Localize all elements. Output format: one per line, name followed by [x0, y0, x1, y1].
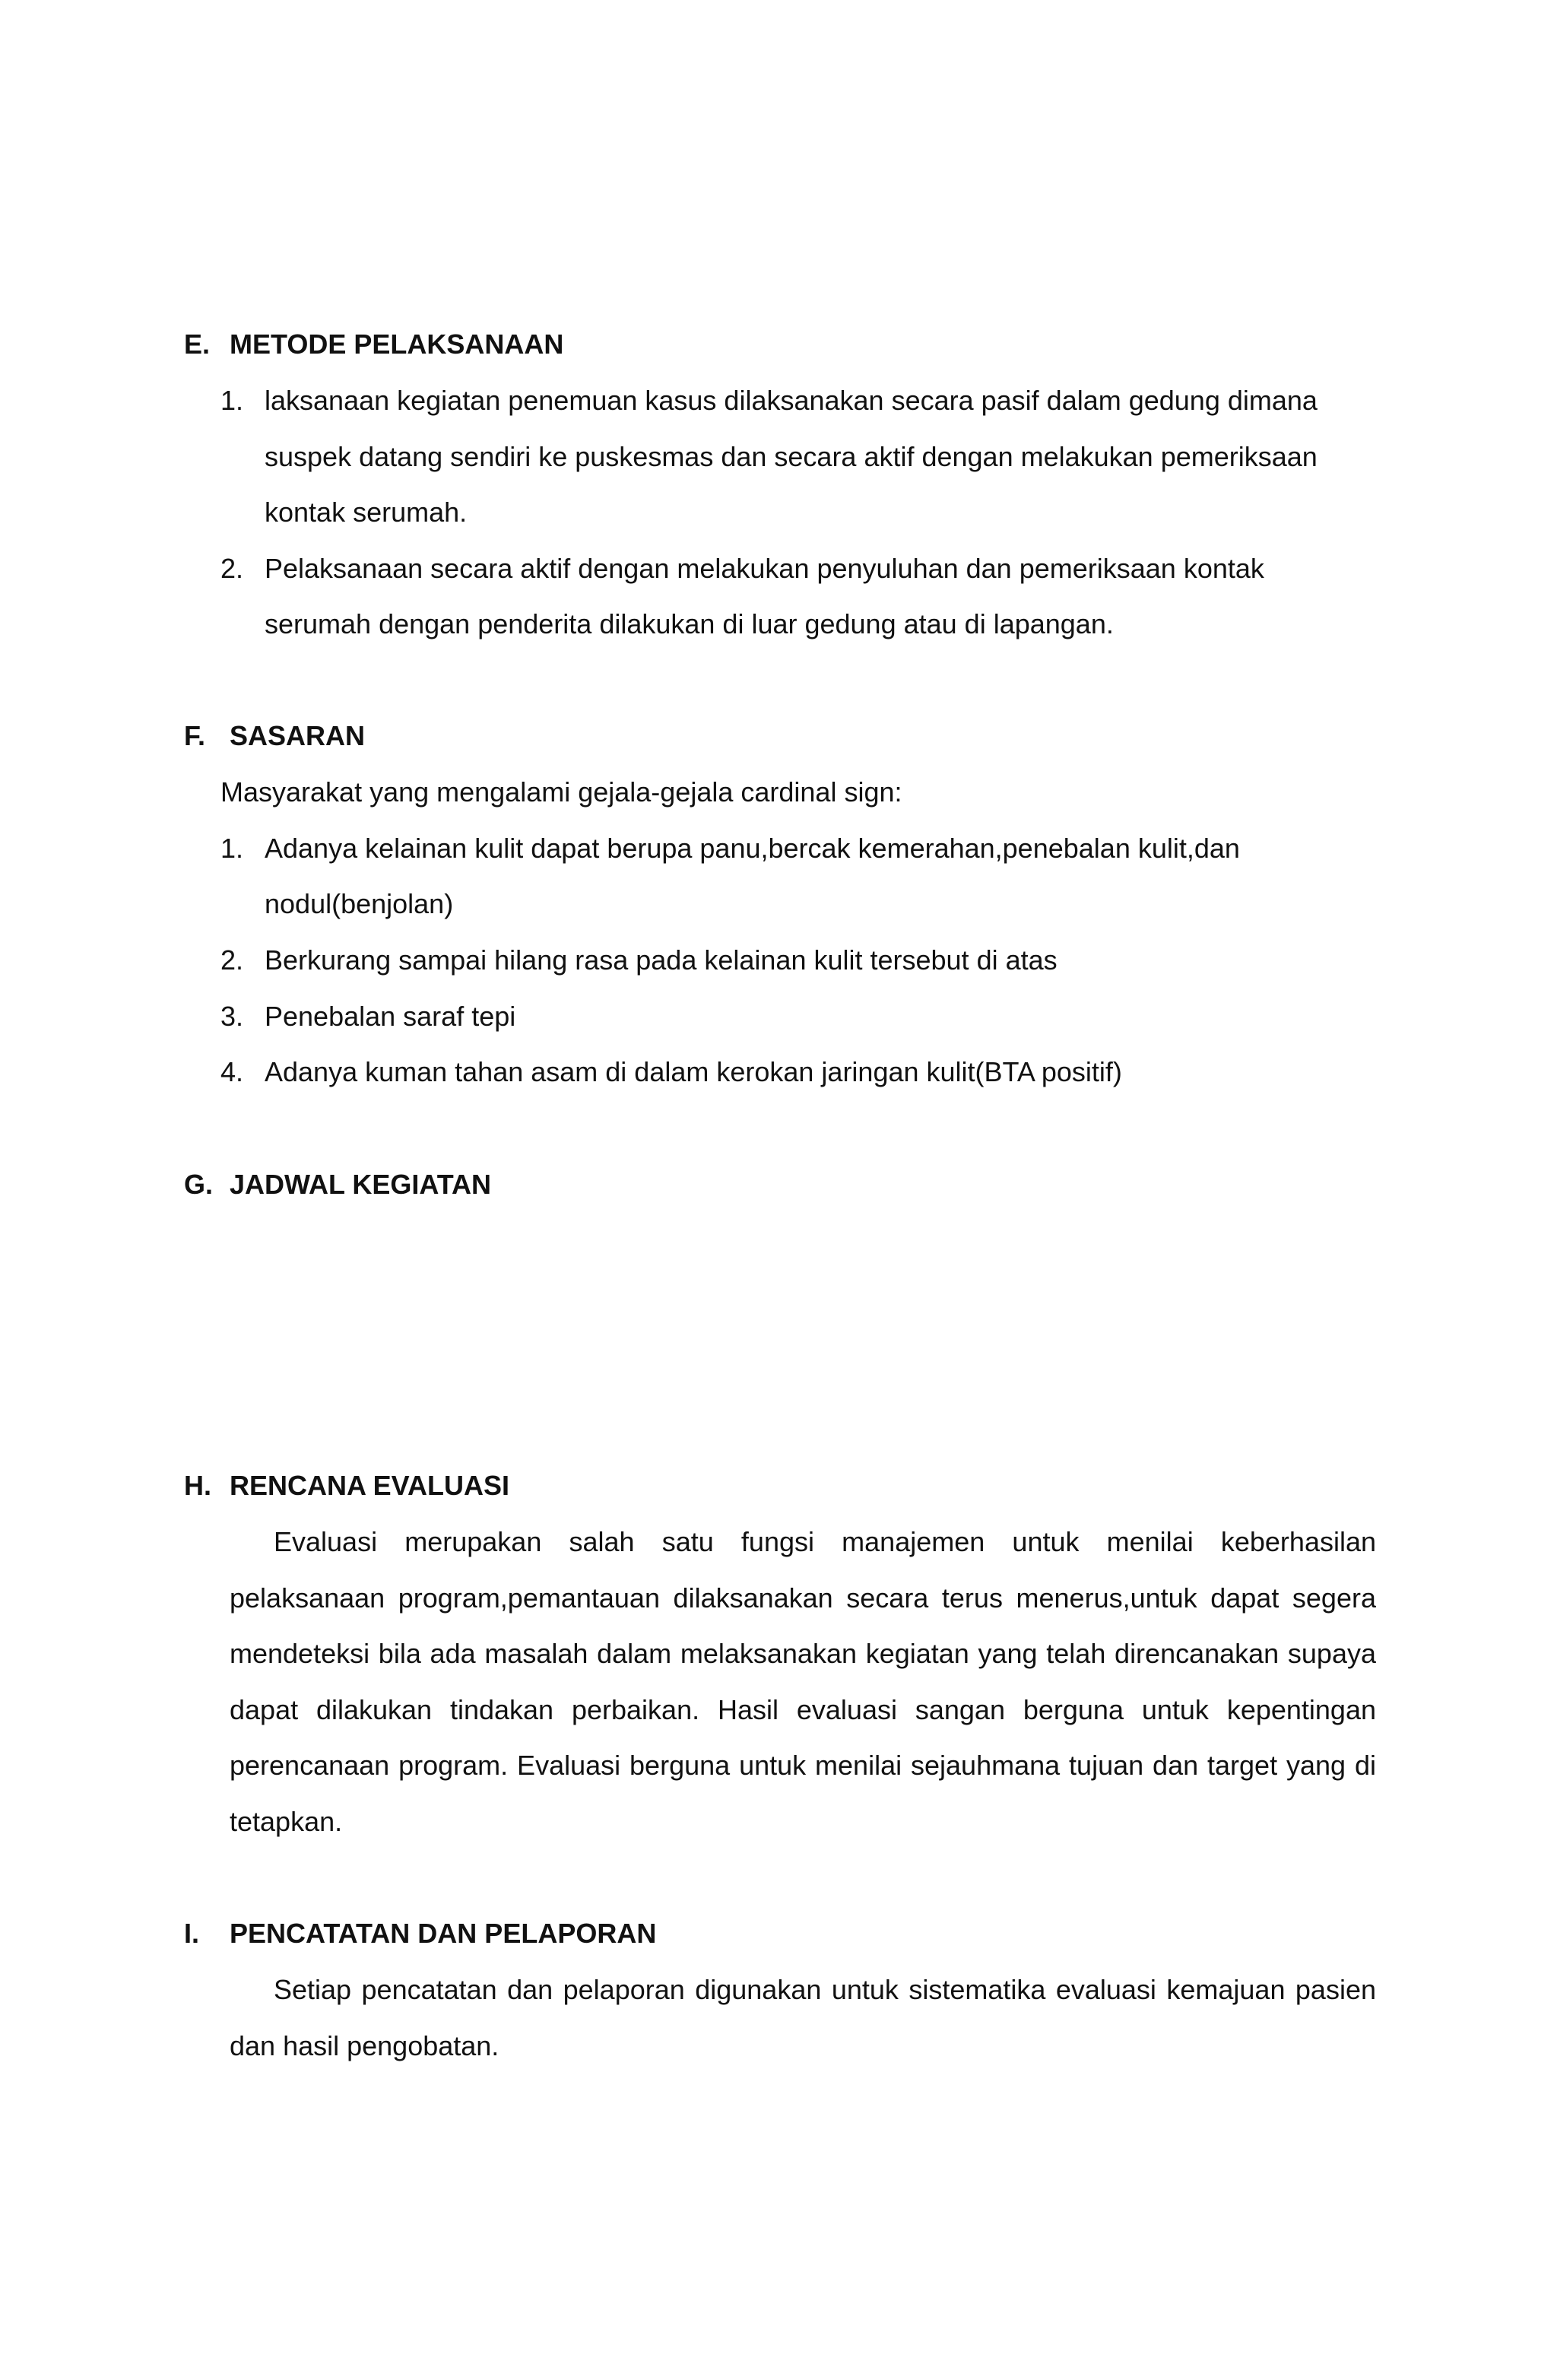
section-e-item-2-line-1: Pelaksanaan secara aktif dengan melakukan penyuluhan dan pemeriksaan kontak — [265, 553, 1264, 584]
section-f-item-3-number: 3. — [220, 1001, 244, 1032]
section-e-item-1-number: 1. — [220, 385, 244, 416]
section-e-item-1-line-2: suspek datang sendiri ke puskesmas dan secara aktif dengan melakukan pemeriksaan — [265, 441, 1318, 472]
section-h-body — [230, 1514, 1376, 1849]
section-e-item-2-line-2: serumah dengan penderita dilakukan di luar gedung atau di lapangan. — [265, 608, 1114, 639]
section-h-paragraph: Evaluasi merupakan salah satu fungsi manajemen untuk menilai keberhasilan pelaksanaan program,pemantauan dilaksanakan secara terus menerus,untuk dapat segera mendeteksi bila ada masalah dalam melaksanakan kegiatan yang telah direncanakan supaya dapat dilakukan tindakan perbaikan. Hasil evaluasi sangan berguna untuk kepentingan perencanaan program. Evaluasi berguna untuk menilai sejauhmana tujuan dan target yang di tetapkan. — [230, 1526, 1376, 1837]
section-i-paragraph: Setiap pencatatan dan pelaporan digunakan untuk sistematika evaluasi kemajuan pasien dan hasil pengobatan. — [230, 1974, 1376, 2061]
section-g-title: JADWAL KEGIATAN — [230, 1169, 492, 1200]
section-f-item-1-number: 1. — [220, 833, 244, 864]
section-g-letter: G. — [184, 1169, 214, 1200]
section-f-item-2-line-1: Berkurang sampai hilang rasa pada kelainan kulit tersebut di atas — [265, 944, 1058, 976]
section-f-item-4-number: 4. — [220, 1056, 244, 1087]
section-f-title: SASARAN — [230, 720, 366, 751]
section-h-title: RENCANA EVALUASI — [230, 1470, 510, 1501]
section-e-item-1-line-3: kontak serumah. — [265, 497, 468, 528]
section-f-item-3-line-1: Penebalan saraf tepi — [265, 1001, 516, 1032]
section-f-item-1-line-2: nodul(benjolan) — [265, 888, 454, 919]
section-f-item-1-line-1: Adanya kelainan kulit dapat berupa panu,bercak kemerahan,penebalan kulit,dan — [265, 833, 1240, 864]
section-i-body — [230, 1962, 1376, 2074]
section-i-title: PENCATATAN DAN PELAPORAN — [230, 1918, 657, 1949]
section-f-letter: F. — [184, 720, 206, 751]
section-h-letter: H. — [184, 1470, 211, 1501]
section-e-title: METODE PELAKSANAAN — [230, 328, 564, 360]
section-e-item-1-line-1: laksanaan kegiatan penemuan kasus dilaksanakan secara pasif dalam gedung dimana — [265, 385, 1318, 416]
section-e-letter: E. — [184, 328, 211, 360]
section-i-letter: I. — [184, 1918, 200, 1949]
section-f-item-4-line-1: Adanya kuman tahan asam di dalam kerokan jaringan kulit(BTA positif) — [265, 1056, 1122, 1087]
section-f-intro: Masyarakat yang mengalami gejala-gejala cardinal sign: — [220, 776, 902, 808]
section-e-item-2-number: 2. — [220, 553, 244, 584]
section-f-item-2-number: 2. — [220, 944, 244, 976]
